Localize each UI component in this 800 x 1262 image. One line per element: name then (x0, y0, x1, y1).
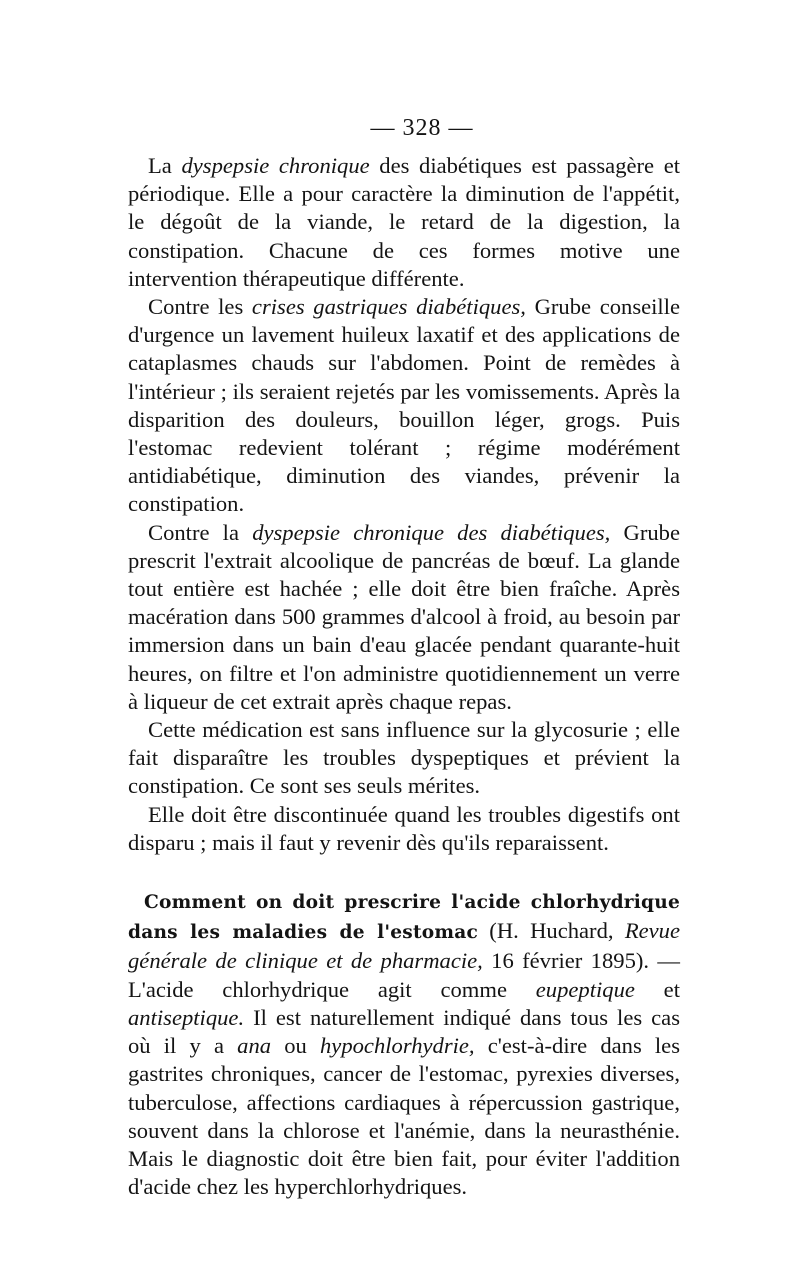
paragraph-text: La (148, 153, 182, 178)
paragraph-medication-effect: Cette médication est sans influence sur la glycosurie ; elle fait disparaître les troubles dyspeptiques et prévient la constipation. Ce sont ses seuls mérites. (128, 717, 680, 799)
italic-term: crises gastriques diabétiques, (251, 294, 526, 320)
section-text: ou (271, 1033, 320, 1059)
italic-term: dyspepsie chronique des diabétiques, (252, 519, 611, 545)
section-text: Il est naturellement indiqué dans tous les cas où il y a (128, 1004, 680, 1059)
section-heading: Comment on doit prescrire l'acide chlorhydrique dans les maladies de l'estomac (128, 892, 680, 944)
italic-term: dyspepsie chronique (181, 153, 370, 178)
section-hydrochloric-acid (128, 887, 680, 1201)
book-page (128, 112, 680, 1201)
paragraph-text: Grube prescrit l'extrait alcoolique de pancréas de bœuf. La glande tout entière est hachée ; elle doit être bien fraîche. Après macération dans 500 grammes d'alcool à froid, au besoin par immersion dans un bain d'eau glacée pendant quarante-huit heures, on filtre et l'on administre quotidiennement un verre à liqueur de cet extrait après chaque repas. (128, 519, 680, 714)
paragraph-text: Contre la (148, 519, 253, 545)
section-text: c'est-à-dire dans les gastrites chroniques, cancer de l'estomac, pyrexies diverses, tuberculose, affections cardiaques à répercussion gastrique, souvent dans la chlorose et l'anémie, dans la neurasthénie. Mais le diagnostic doit être bien fait, pour éviter l'addition d'acide chez les hyperchlorhydriques. (128, 1033, 681, 1200)
citation-text: (H. Huchard, (478, 918, 625, 944)
paragraph-text: des diabétiques est passagère et périodique. Elle a pour caractère la diminution de l'appétit, le dégoût de la viande, le retard de la digestion, la constipation. Chacune de ces formes motive une intervention thérapeutique différente. (128, 153, 680, 291)
italic-term: eupeptique (535, 976, 635, 1002)
paragraph-discontinue: Elle doit être discontinuée quand les troubles digestifs ont disparu ; mais il faut y revenir dès qu'ils reparaissent. (128, 801, 680, 855)
journal-title: Revue générale de clinique et de pharmacie, (128, 918, 680, 974)
section-text: 16 février 1895). — L'acide chlorhydrique agit comme (128, 948, 680, 1002)
italic-term: hypochlorhydrie, (320, 1033, 475, 1059)
section-text: et (634, 976, 680, 1002)
italic-term: ana (237, 1033, 272, 1059)
italic-term: antiseptique. (128, 1004, 245, 1030)
paragraph-text: Contre les (148, 294, 252, 320)
paragraph-gastric-crises (128, 293, 680, 519)
paragraph-chronic-dyspepsia (128, 152, 680, 293)
paragraph-text: Grube conseille d'urgence un lavement huileux laxatif et des applications de cataplasmes chauds sur l'abdomen. Point de remèdes à l'intérieur ; ils seraient rejetés par les vomissements. Après la disparition des douleurs, bouillon léger, grogs. Puis l'estomac redevient tolérant ; régime modérément antidiabétique, diminution des viandes, prévenir la constipation. (128, 294, 681, 517)
page-number: — 328 — (370, 115, 474, 141)
paragraph-pancreas-extract (128, 519, 680, 716)
